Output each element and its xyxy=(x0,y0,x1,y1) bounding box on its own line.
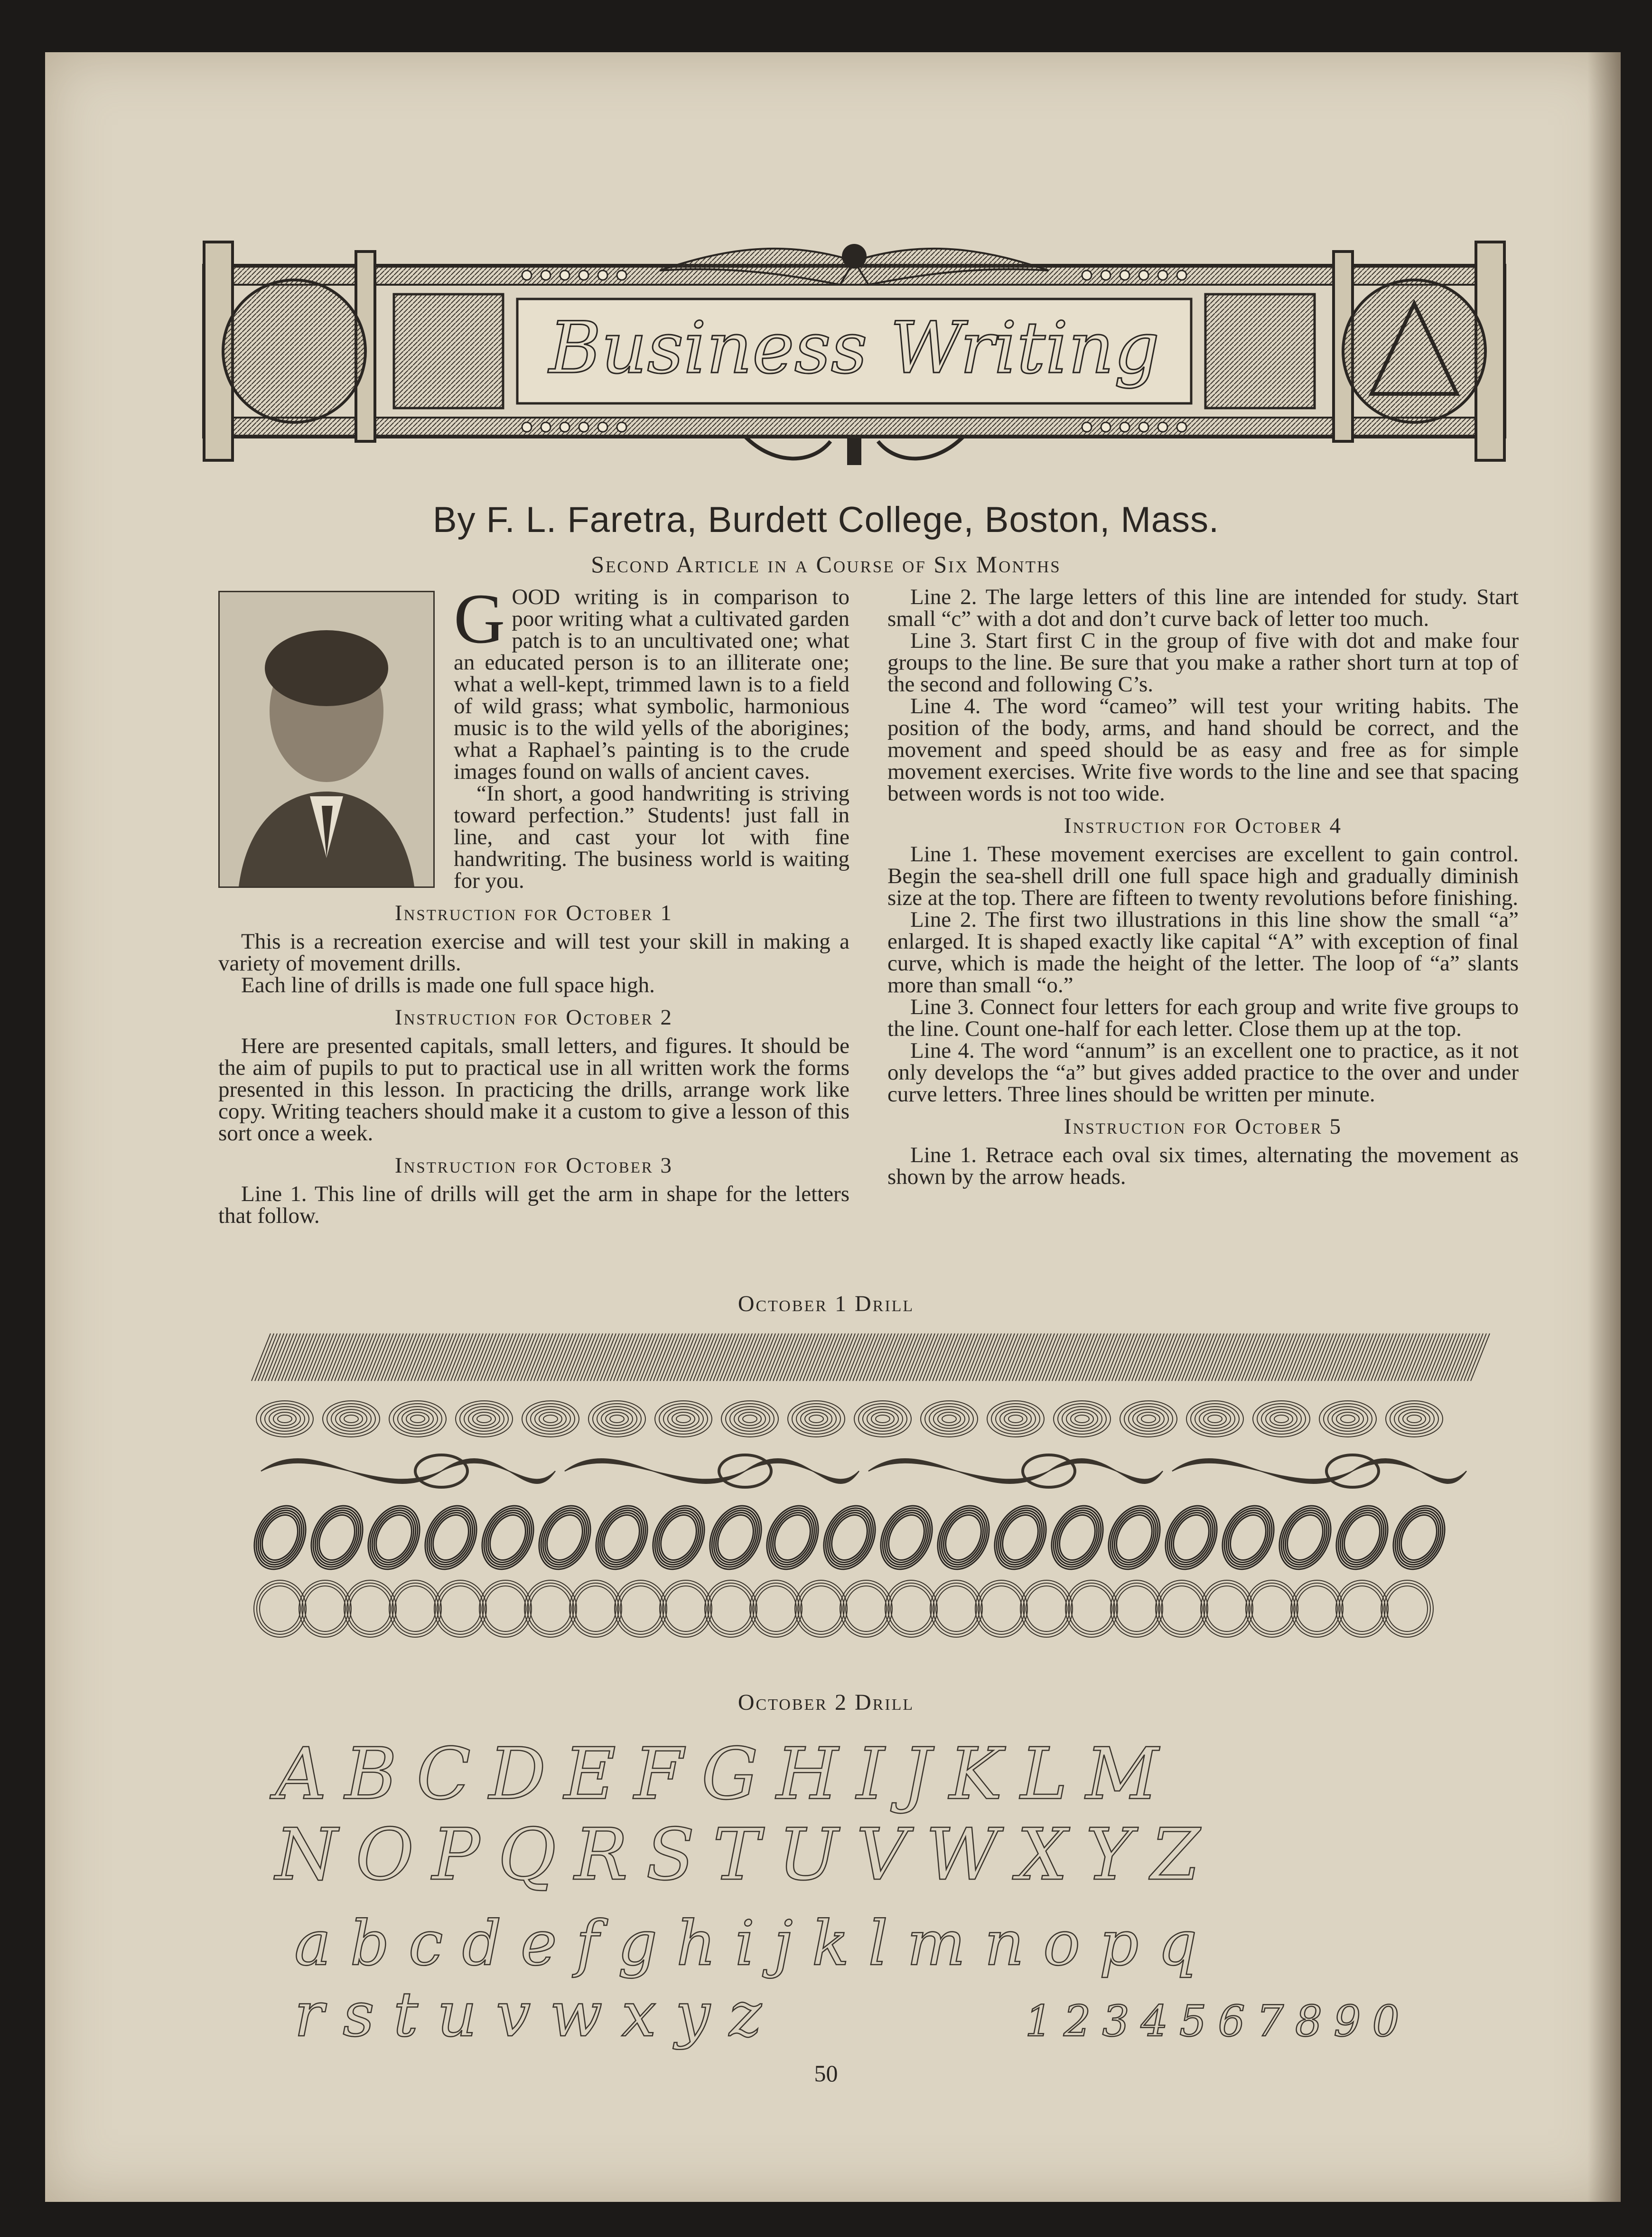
oval-drill xyxy=(659,1404,708,1434)
circle-drill xyxy=(705,1580,757,1637)
right-column xyxy=(887,586,1519,1188)
loop-drill xyxy=(261,1462,555,1480)
loop-drill xyxy=(1172,1462,1466,1480)
loop-drill xyxy=(261,1463,555,1480)
october-4-line-2: Line 2. The first two illustrations in this line show the small “a” enlarged. It is shaped exactly like capital “A” with exception of final curve, which is made the height of the letter. The loop of “a” slants more than small “o.” xyxy=(887,907,1519,997)
oval-drill xyxy=(676,1415,691,1423)
oval-drill xyxy=(1195,1407,1235,1431)
circle-drill xyxy=(1251,1586,1292,1631)
circle-drill xyxy=(1387,1586,1428,1631)
portrait-image xyxy=(220,592,433,886)
circle-drill xyxy=(575,1586,616,1631)
circle-drill xyxy=(620,1586,661,1631)
circle-drill xyxy=(1023,1583,1070,1634)
oval-drill xyxy=(1390,1404,1438,1434)
heading-october-5: Instruction for October 5 xyxy=(1064,1114,1343,1139)
circle-drill xyxy=(482,1583,529,1634)
oval-drill xyxy=(261,1404,309,1434)
october-1-paragraph-1: This is a recreation exercise and will test your skill in making a variety of movement drills. xyxy=(218,929,849,976)
oval-drill xyxy=(393,1404,442,1434)
slanted-oval-drill xyxy=(1280,1509,1330,1566)
slanted-oval-drill xyxy=(825,1509,874,1566)
circle-drill xyxy=(1071,1586,1112,1631)
slanted-oval-drill xyxy=(711,1509,760,1566)
oval-drill xyxy=(1270,1412,1293,1426)
oval-drill xyxy=(792,1404,840,1434)
october-4-line-1: Line 1. These movement exercises are excellent to gain control. Begin the sea-shell drill one full space high and gradually diminish size at the top. There are fifteen to twenty revolutions before finishing. xyxy=(887,842,1519,910)
oval-drill xyxy=(278,1415,292,1423)
oval-drill xyxy=(460,1404,508,1434)
loop-drill xyxy=(1172,1460,1466,1482)
circle-drill xyxy=(753,1583,799,1634)
circle-drill xyxy=(660,1580,712,1637)
circle-drill xyxy=(665,1586,706,1631)
circle-drill xyxy=(1246,1580,1298,1637)
circle-drill xyxy=(485,1586,526,1631)
slanted-oval-drill xyxy=(882,1509,931,1566)
alphabet-drill-image xyxy=(266,1727,1452,2050)
circle-drill xyxy=(801,1586,841,1631)
circle-drill xyxy=(1156,1580,1208,1637)
circle-drill xyxy=(756,1586,796,1631)
circle-drill xyxy=(891,1586,932,1631)
oval-drill xyxy=(331,1407,371,1431)
circle-drill xyxy=(395,1586,436,1631)
circle-drill xyxy=(930,1580,982,1637)
oval-drill xyxy=(726,1404,774,1434)
loop-drill xyxy=(868,1463,1163,1480)
heading-october-3: Instruction for October 3 xyxy=(394,1153,673,1178)
oval-drill xyxy=(1141,1415,1156,1423)
circle-drill xyxy=(1297,1586,1337,1631)
oval-drill xyxy=(796,1407,836,1431)
oval-drill xyxy=(597,1407,637,1431)
october-1-drill-caption: October 1 Drill xyxy=(737,1291,915,1316)
circle-drill xyxy=(840,1580,892,1637)
circle-drill xyxy=(933,1583,980,1634)
oval-drill xyxy=(672,1412,695,1426)
loop-drill xyxy=(261,1461,555,1481)
article-subtitle: Second Article in a Course of Six Months xyxy=(591,551,1061,578)
slanted-oval-drill xyxy=(1167,1509,1216,1566)
oval-drill xyxy=(1124,1404,1173,1434)
october-3-line-2: Line 2. The large letters of this line are intended for study. Start small “c” with a dot and don’t curve back of letter too much. xyxy=(887,585,1519,631)
oval-drill xyxy=(871,1412,894,1426)
circle-drill xyxy=(572,1583,619,1634)
loop-drill xyxy=(868,1461,1163,1481)
circle-drill xyxy=(1384,1583,1430,1634)
oval-drill xyxy=(1004,1412,1027,1426)
lowercase-line-2: rstuvwxyz xyxy=(294,1978,781,2050)
heading-october-2: Instruction for October 2 xyxy=(394,1005,673,1030)
banner-title: Business Writing xyxy=(549,307,1160,390)
circle-drill xyxy=(981,1586,1022,1631)
oval-drill xyxy=(1261,1407,1301,1431)
loop-drill xyxy=(565,1460,859,1482)
circle-drill xyxy=(569,1580,622,1637)
intro-paragraph-2: “In short, a good handwriting is striving toward perfection.” Students! just fall in line, and cast your lot with fine handwriting. The business world is waiting for you. xyxy=(454,781,849,893)
oval-drill xyxy=(610,1415,624,1423)
circle-drill xyxy=(257,1583,303,1634)
oval-drill xyxy=(730,1407,770,1431)
circle-drill xyxy=(843,1583,889,1634)
oval-drill xyxy=(539,1412,562,1426)
october-4-line-3: Line 3. Connect four letters for each group and write five groups to the line. Count one-half for each letter. Close them up at the top. xyxy=(887,995,1519,1041)
circle-drill xyxy=(978,1583,1025,1634)
loop-drill xyxy=(868,1462,1163,1480)
october-3-line-1: Line 1. This line of drills will get the arm in shape for the letters that follow. xyxy=(218,1182,849,1228)
loop-drill xyxy=(565,1462,859,1480)
left-column xyxy=(218,579,849,1228)
october-3-line-3: Line 3. Start first C in the group of five with dot and make four groups to the line. Be sure that you make a rather short turn at top of the second and following C’s. xyxy=(887,628,1519,697)
circle-drill xyxy=(1111,1580,1163,1637)
circle-drill xyxy=(434,1580,486,1637)
circle-drill xyxy=(1342,1586,1382,1631)
slanted-oval-drill xyxy=(939,1509,988,1566)
oval-drill xyxy=(809,1415,823,1423)
circle-drill xyxy=(1381,1580,1433,1637)
oval-drill xyxy=(1336,1412,1359,1426)
movement-drill-image xyxy=(247,1329,1490,1651)
oval-drill xyxy=(477,1415,491,1423)
loop-drill xyxy=(868,1460,1163,1482)
oval-drill xyxy=(273,1412,296,1426)
october-4-line-4: Line 4. The word “annum” is an excellent one to practice, as it not only develops the “a” but gives added practice to the over and under curve letters. Three lines should be written per minute. xyxy=(887,1038,1519,1107)
oval-drill xyxy=(1137,1412,1160,1426)
circle-drill xyxy=(1249,1583,1295,1634)
page-number: 50 xyxy=(814,2060,838,2087)
banner-ornament xyxy=(185,209,1523,494)
oval-drill xyxy=(1208,1415,1222,1423)
capitals-line-2: NOPQRSTUVWXYZ xyxy=(275,1814,1218,1896)
oval-drill xyxy=(942,1415,956,1423)
oval-drill xyxy=(1274,1415,1288,1423)
circle-drill xyxy=(302,1583,348,1634)
circle-drill xyxy=(392,1583,439,1634)
circle-drill xyxy=(798,1583,844,1634)
oval-drill xyxy=(1324,1404,1372,1434)
drop-cap: G xyxy=(454,579,505,658)
october-2-paragraph: Here are presented capitals, small letters, and figures. It should be the aim of pupils to put to practical use in all written work the forms presented in this lesson. In practicing the drills, arrange work like copy. Writing teachers should make it a custom to give a lesson of this sort once a week. xyxy=(218,1034,849,1146)
slanted-oval-drill xyxy=(540,1509,589,1566)
circle-drill xyxy=(708,1583,754,1634)
circle-drill xyxy=(936,1586,977,1631)
circle-drill xyxy=(1206,1586,1247,1631)
loop-drill xyxy=(261,1460,555,1482)
circle-drill xyxy=(710,1586,751,1631)
oval-drill xyxy=(1341,1415,1355,1423)
oval-drill xyxy=(1257,1404,1306,1434)
oval-drill xyxy=(925,1404,973,1434)
lowercase-line-1: abcdefghijklmnopq xyxy=(294,1907,1216,1979)
oval-drill xyxy=(938,1412,961,1426)
intro-text: OOD writing is in comparison to poor writing what a cultivated garden patch is to an uncultivated one; what an educated person is to an illiterate one; what a well-kept, trimmed lawn is to a field of wild grass; what symbolic, harmonious music is to the wild yells of the aborigines; what a Raphael’s painting is to the crude images found on walls of ancient caves. xyxy=(454,585,849,784)
oval-drill xyxy=(863,1407,903,1431)
oval-drill xyxy=(543,1415,558,1423)
oval-drill xyxy=(1191,1404,1239,1434)
oval-drill xyxy=(473,1412,495,1426)
oval-drill xyxy=(406,1412,429,1426)
circle-drill xyxy=(437,1583,484,1634)
circle-drill xyxy=(795,1580,847,1637)
circle-drill xyxy=(617,1583,664,1634)
circle-drill xyxy=(389,1580,441,1637)
circle-drill xyxy=(975,1580,1027,1637)
oval-drill xyxy=(859,1404,907,1434)
oval-drill xyxy=(876,1415,890,1423)
slanted-oval-drill xyxy=(1223,1509,1273,1566)
circle-drill xyxy=(440,1586,481,1631)
oval-drill xyxy=(996,1407,1036,1431)
slanted-oval-drill xyxy=(369,1509,419,1566)
circle-drill xyxy=(1113,1583,1160,1634)
circle-drill xyxy=(527,1583,574,1634)
oval-drill xyxy=(738,1412,761,1426)
slanted-oval-drill xyxy=(483,1509,532,1566)
oval-drill xyxy=(606,1412,628,1426)
circle-drill xyxy=(524,1580,577,1637)
loop-drill xyxy=(1172,1463,1466,1480)
october-1-paragraph-2: Each line of drills is made one full space high. xyxy=(241,973,655,997)
october-5-line-1: Line 1. Retrace each oval six times, alternating the movement as shown by the arrow heads. xyxy=(887,1143,1519,1189)
oval-drill xyxy=(327,1404,375,1434)
figures-line: 1234567890 xyxy=(1025,1996,1411,2046)
circle-drill xyxy=(885,1580,937,1637)
loop-drill xyxy=(565,1461,859,1481)
circle-drill xyxy=(663,1583,709,1634)
circle-drill xyxy=(1336,1580,1388,1637)
oval-drill xyxy=(663,1407,703,1431)
oval-drill xyxy=(1129,1407,1168,1431)
circle-drill xyxy=(750,1580,802,1637)
circle-drill xyxy=(344,1580,396,1637)
circle-drill xyxy=(530,1586,571,1631)
oval-drill xyxy=(398,1407,438,1431)
slanted-oval-drill xyxy=(312,1509,362,1566)
oval-drill xyxy=(1058,1404,1106,1434)
circle-drill xyxy=(1026,1586,1067,1631)
loop-drill xyxy=(565,1463,859,1480)
oval-drill xyxy=(344,1415,358,1423)
circle-drill xyxy=(347,1583,393,1634)
oval-drill xyxy=(991,1404,1040,1434)
oval-drill xyxy=(526,1404,575,1434)
oval-drill xyxy=(531,1407,570,1431)
oval-drill xyxy=(805,1412,828,1426)
oval-drill xyxy=(265,1407,305,1431)
circle-drill xyxy=(1065,1580,1118,1637)
slanted-oval-drill xyxy=(1394,1509,1444,1566)
page-spine-shadow xyxy=(1587,52,1621,2202)
capitals-line-1: ABCDEFGHIJKLM xyxy=(275,1733,1177,1816)
heading-october-1: Instruction for October 1 xyxy=(394,901,673,925)
oval-drill xyxy=(1394,1407,1434,1431)
oval-drill xyxy=(411,1415,425,1423)
circle-drill xyxy=(479,1580,532,1637)
october-3-line-4: Line 4. The word “cameo” will test your writing habits. The position of the body, arms, and hand should be correct, and the movement and speed should be as easy and free as for simple movement exercises. Write five words to the line and see that spacing between words is not too wide. xyxy=(887,694,1519,806)
oval-drill xyxy=(1071,1412,1093,1426)
circle-drill xyxy=(299,1580,351,1637)
slanted-oval-drill xyxy=(426,1509,476,1566)
oval-drill xyxy=(464,1407,504,1431)
oval-drill xyxy=(1403,1412,1426,1426)
circle-drill xyxy=(1158,1583,1205,1634)
circle-drill xyxy=(254,1580,306,1637)
slanted-oval-drill xyxy=(1337,1509,1387,1566)
business-writing-banner xyxy=(185,209,1523,494)
heading-october-4: Instruction for October 4 xyxy=(1064,813,1343,838)
author-portrait xyxy=(218,591,435,888)
circle-drill xyxy=(615,1580,667,1637)
oval-drill xyxy=(340,1412,363,1426)
slanted-oval-drill xyxy=(255,1509,305,1566)
oval-drill xyxy=(929,1407,969,1431)
circle-drill xyxy=(260,1586,300,1631)
oval-drill xyxy=(1008,1415,1023,1423)
oval-drill xyxy=(593,1404,641,1434)
october-2-drill-illustration xyxy=(266,1727,1452,2050)
circle-drill xyxy=(1291,1580,1343,1637)
circle-drill xyxy=(1020,1580,1073,1637)
october-2-drill-caption: October 2 Drill xyxy=(737,1690,915,1715)
circle-drill xyxy=(1339,1583,1385,1634)
circle-drill xyxy=(1116,1586,1157,1631)
slanted-oval-drill xyxy=(654,1509,703,1566)
oval-drill xyxy=(1062,1407,1102,1431)
slanted-oval-drill xyxy=(597,1509,646,1566)
slanted-oval-drill xyxy=(1053,1509,1102,1566)
slanted-oval-drill xyxy=(1110,1509,1159,1566)
slanted-oval-drill xyxy=(996,1509,1045,1566)
circle-drill xyxy=(1294,1583,1340,1634)
oval-drill xyxy=(743,1415,757,1423)
circle-drill xyxy=(350,1586,391,1631)
oval-drill xyxy=(1075,1415,1089,1423)
circle-drill xyxy=(305,1586,345,1631)
circle-drill xyxy=(1204,1583,1250,1634)
circle-drill xyxy=(1161,1586,1202,1631)
loop-drill xyxy=(1172,1461,1466,1481)
oval-drill xyxy=(1328,1407,1368,1431)
circle-drill xyxy=(846,1586,887,1631)
circle-drill xyxy=(1201,1580,1253,1637)
oval-drill xyxy=(1407,1415,1421,1423)
byline: By F. L. Faretra, Burdett College, Boston, Mass. xyxy=(432,500,1220,540)
october-1-drill-illustration xyxy=(247,1329,1490,1651)
slanted-oval-drill xyxy=(768,1509,817,1566)
circle-drill xyxy=(1068,1583,1115,1634)
oval-drill xyxy=(1204,1412,1226,1426)
circle-drill xyxy=(888,1583,934,1634)
